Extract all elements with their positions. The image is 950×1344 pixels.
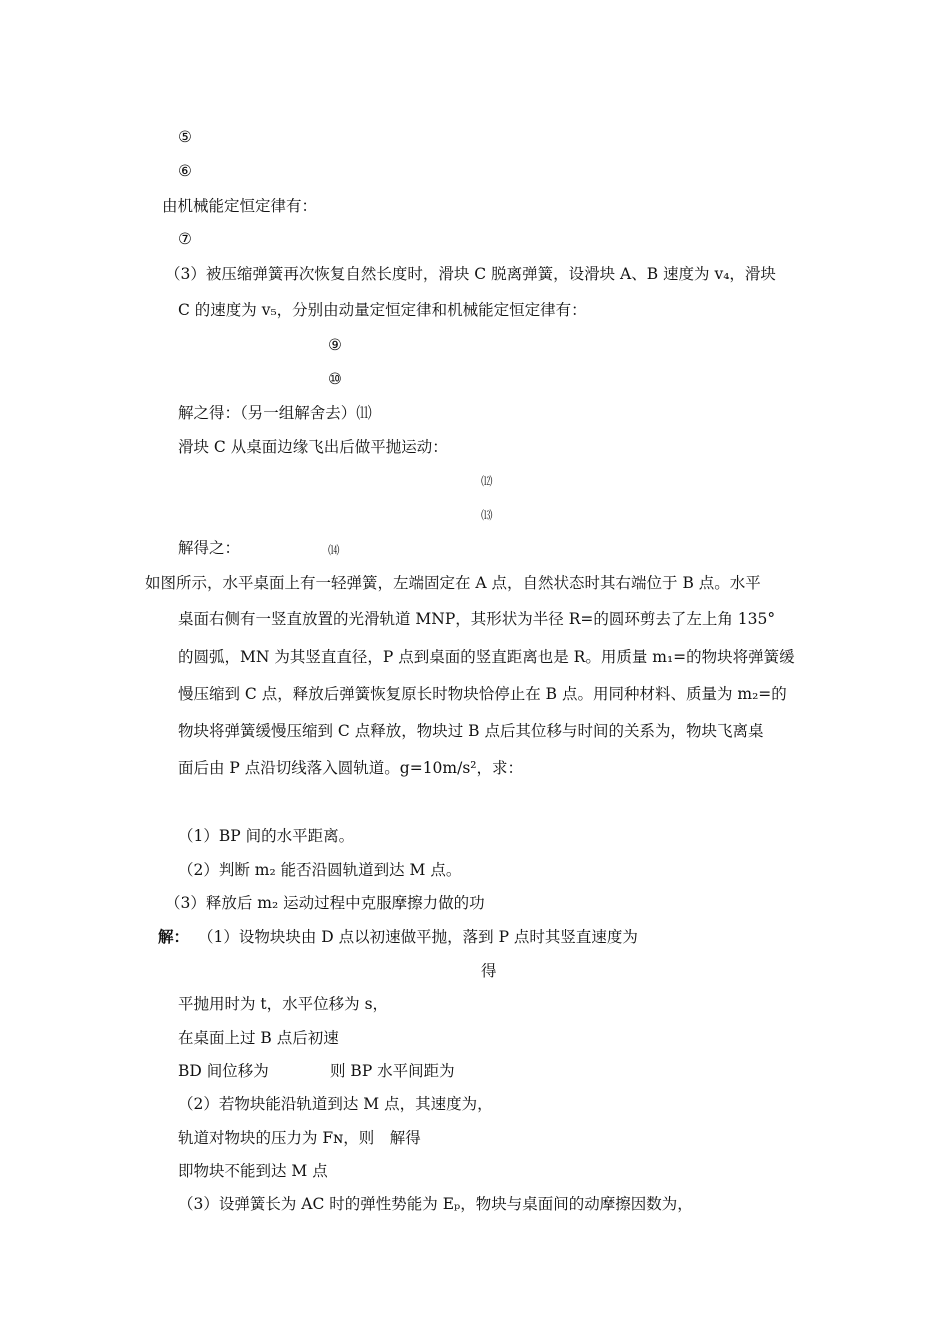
- solution-line-4b: 则 BP 水平间距为: [330, 1062, 455, 1080]
- result-line: 解得之：: [178, 539, 241, 557]
- equation-number-13: ⒀: [481, 508, 493, 522]
- solve-line: 解之得：（另一组解舍去）⑾: [178, 404, 372, 422]
- problem-line-2: 桌面右侧有一竖直放置的光滑轨道 MNP，其形状为半径 R=的圆环剪去了左上角 135°: [178, 610, 776, 628]
- equation-number-10: ⑩: [328, 370, 342, 388]
- equation-number-7: ⑦: [178, 230, 192, 248]
- equation-number-5: ⑤: [178, 128, 192, 146]
- solution-line-6: 轨道对物块的压力为 Fɴ，则 解得: [178, 1129, 421, 1147]
- equation-number-9: ⑨: [328, 336, 342, 354]
- energy-conservation-intro: 由机械能定恒定律有：: [162, 197, 318, 215]
- question-1: （1）BP 间的水平距离。: [178, 827, 355, 845]
- equation-number-12: ⑿: [481, 474, 493, 488]
- question-2: （2）判断 m₂ 能否沿圆轨道到达 M 点。: [178, 861, 462, 879]
- problem-line-6: 面后由 P 点沿切线落入圆轨道。g=10m/s²，求：: [178, 759, 524, 777]
- problem-line-5: 物块将弹簧缓慢压缩到 C 点释放，物块过 B 点后其位移与时间的关系为，物块飞离桌: [178, 722, 764, 740]
- problem-line-1: 如图所示，水平桌面上有一轻弹簧，左端固定在 A 点，自然状态时其右端位于 B 点。水平: [145, 574, 761, 592]
- problem-line-4: 慢压缩到 C 点，释放后弹簧恢复原长时物块恰停止在 B 点。用同种材料、质量为 m₂=的: [178, 685, 787, 703]
- question-3: （3）释放后 m₂ 运动过程中克服摩擦力做的功: [165, 894, 485, 912]
- part3-text-line1: （3）被压缩弹簧再次恢复自然长度时，滑块 C 脱离弹簧，设滑块 A、B 速度为 v₄，滑块: [165, 265, 776, 283]
- solution-line-7: 即物块不能到达 M 点: [178, 1162, 328, 1180]
- solution-label: 解：: [158, 927, 190, 946]
- equation-number-6: ⑥: [178, 162, 192, 180]
- equation-number-14: ⒁: [328, 543, 340, 557]
- solution-line-8: （3）设弹簧长为 AC 时的弹性势能为 Eₚ，物块与桌面间的动摩擦因数为，: [178, 1195, 693, 1213]
- solution-line-2: 平抛用时为 t，水平位移为 s，: [178, 995, 389, 1013]
- problem-line-3: 的圆弧，MN 为其竖直直径，P 点到桌面的竖直距离也是 R。用质量 m₁=的物块将弹簧缓: [178, 648, 795, 666]
- solution-line-4a: BD 间位移为: [178, 1062, 269, 1080]
- solution-line-3: 在桌面上过 B 点后初速: [178, 1029, 339, 1047]
- part3-text-line2: C 的速度为 v₅，分别由动量定恒定律和机械能定恒定律有：: [178, 301, 587, 319]
- solution-line-1: （1）设物块块由 D 点以初速做平抛，落到 P 点时其竖直速度为: [198, 928, 638, 946]
- solution-de: 得: [481, 962, 497, 980]
- solution-line-5: （2）若物块能沿轨道到达 M 点，其速度为，: [178, 1095, 493, 1113]
- projectile-intro: 滑块 C 从桌面边缘飞出后做平抛运动：: [178, 438, 448, 456]
